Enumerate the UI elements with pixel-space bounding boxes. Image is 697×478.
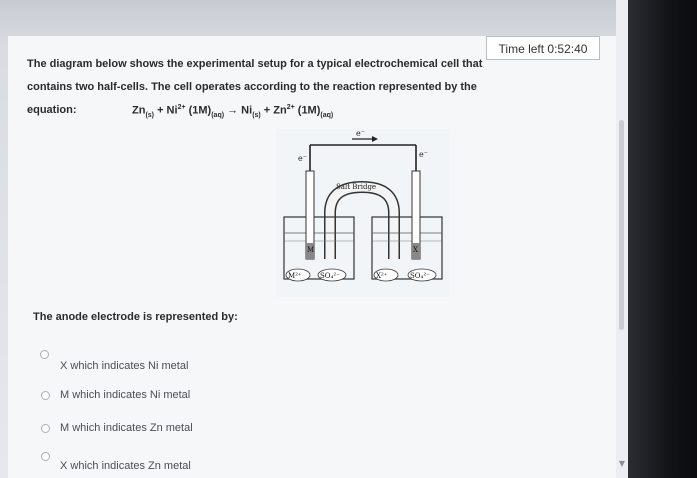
left-anion-label: SO₄²⁻: [320, 272, 340, 280]
right-electrode-label: X: [413, 246, 418, 254]
option-3-label[interactable]: M which indicates Zn metal: [60, 422, 193, 434]
right-anion-label: SO₄²⁻: [410, 272, 430, 280]
scroll-thumb[interactable]: [619, 120, 624, 330]
electron-left-label: e⁻: [298, 154, 307, 163]
electron-arrow-head: [372, 136, 378, 142]
cell-diagram-svg: [276, 129, 450, 297]
option-4-radio[interactable]: [41, 452, 50, 461]
right-ion-label: X²⁺: [376, 272, 388, 280]
electron-right-label: e⁻: [419, 150, 428, 159]
question-line-1: The diagram below shows the experimental setup for a typical electrochemical cell that: [27, 58, 483, 70]
timer-box: [486, 36, 600, 60]
question-line-2: contains two half-cells. The cell operates according to the reaction represented by the: [27, 81, 477, 93]
salt-bridge-inner: [330, 187, 394, 259]
left-ion-label: M²⁺: [288, 272, 302, 280]
screen-bezel: [628, 0, 697, 478]
timer-text: Time left 0:52:40: [498, 42, 588, 56]
electron-top-label: e⁻: [356, 129, 365, 138]
question-prompt: The anode electrode is represented by:: [33, 311, 238, 323]
reaction-equation: $Zn_{(s)} + Ni^{2+}$ $(1M)_{(aq)} \to Ni_{(s)} + Zn^{2+}$ $(1M)_{(aq)}$: [132, 104, 334, 119]
electrochemical-cell-diagram: [276, 129, 450, 297]
option-1-radio[interactable]: [40, 350, 49, 359]
option-2-label[interactable]: M which indicates Ni metal: [60, 389, 191, 401]
scroll-down-arrow-icon[interactable]: ▼: [618, 459, 626, 468]
option-4-label[interactable]: X which indicates Zn metal: [60, 460, 191, 472]
option-1-label[interactable]: X which indicates Ni metal: [60, 360, 189, 372]
equation-label: equation:: [27, 104, 77, 116]
option-2-radio[interactable]: [41, 391, 50, 400]
salt-bridge-label: Salt Bridge: [336, 183, 377, 191]
left-electrode-label: M: [307, 246, 315, 254]
option-3-radio[interactable]: [41, 424, 50, 433]
